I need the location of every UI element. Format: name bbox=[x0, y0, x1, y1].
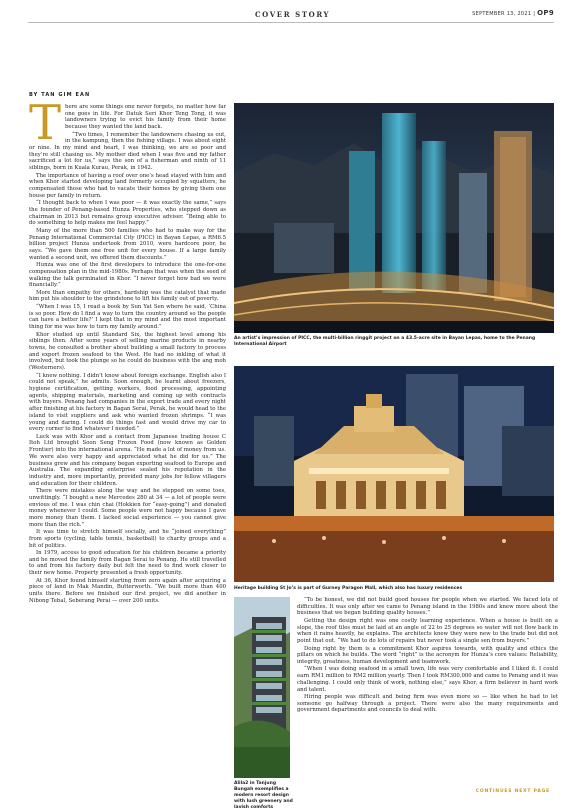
article-paragraph: “When I was doing seafood in a small town, life was very comfortable and I liked it. I could earn RM1 million to RM2 million yearly. Then I took RM300,000 and came to Penang and it was challenging. I could only think of work, nothing else,” says Khor, a firm believer in hard work and talent. bbox=[297, 666, 558, 693]
alila-photo bbox=[234, 597, 290, 778]
page-header-right: SEPTEMBER 13, 2021 | OP9 bbox=[472, 9, 554, 17]
article-paragraph: The importance of having a roof over one’s head stayed with him and when Khor started developing land formerly occupied by squatters, he compensated those who had to vacate their homes by giving them one house per family in return. bbox=[29, 172, 226, 199]
article-paragraph: Getting the design right was one costly learning experience. When a house is built on a slope, the roof tiles must be laid at an angle of 22 to 25 degrees so water will not flow back in when it rains heavily, he explains. The architects knew they were new to the trade but did not point that out. “We had to do lots of repairs but never took a single sen from buyers.” bbox=[297, 617, 558, 645]
article-paragraph: Hunza was one of the first developers to introduce the one-for-one compensation plan in the mid-1980s. Perhaps that was when the seed of walking the talk germinated in Khor. “I never forget how bad we were financially.” bbox=[29, 262, 226, 289]
alila-caption: Alila2 in Tanjung Bungah exemplifies a modern resort design with lush greenery and lavish comforts bbox=[234, 781, 293, 810]
page-number: OP9 bbox=[537, 9, 554, 17]
article-paragraph: “I thought back to when I was poor — it was exactly the same,” says the founder of Penang-based Hunza Properties, who stepped down as chairman in 2013 but remains group executive adviser. “Being able to do something to help makes me feel happy.” bbox=[29, 200, 226, 227]
article-paragraph: In 1979, access to good education for his children became a priority and he moved the family from Bagan Serai to Penang. He still travelled to and from his factory daily but felt the need to find work closer to their new home. Property presented a fresh opportunity. bbox=[29, 550, 226, 577]
article-paragraph: “I knew nothing. I didn’t know about foreign exchange. English also I could not speak,” he admits. Soon enough, he learnt about freezers, hygiene certification, getting workers, food processing, appointing agents, shipping materials, marketing and coming up with contracts with buyers. Penang had companies in the export trade and every night after finishing at his factory in Bagan Serai, Perak, he would head to the island to visit suppliers and ask who wanted frozen shrimps. “I was young and daring. I could do things fast and would drive my car to every corner to find whatever I needed.” bbox=[29, 372, 226, 433]
article-column-1 bbox=[29, 104, 226, 804]
section-title: COVER STORY bbox=[255, 10, 331, 19]
picc-caption: An artist’s impression of PICC, the multi-billion ringgit project on a 43.5-acre site in Bayan Lepas, home to the Penang International Airport bbox=[234, 336, 536, 347]
article-paragraph: More than empathy for others, hardship was the catalyst that made him put his shoulder to the grindstone to lift his family out of poverty. bbox=[29, 289, 226, 303]
issue-date: SEPTEMBER 13, 2021 bbox=[472, 11, 532, 17]
article-paragraph: At 36, Khor found himself starting from zero again after acquiring a piece of land in Mak Mandin, Butterworth. “We built more than 400 units there. Before we finished our first project, we did another in Nibong Tebal, Seberang Perai — over 200 units. bbox=[29, 577, 226, 604]
picc-photo bbox=[234, 103, 554, 333]
article-paragraph: Khor studied up until Standard Six, the highest level among his siblings then. After some years of selling marine products in nearby towns, he consulted a brother about building a small factory to process and export frozen seafood to the West. He had no inkling of what it involved, but took the plunge so he could do business with the ang moh (Westerners). bbox=[29, 331, 226, 372]
article-paragraph: Luck was with Khor and a contact from Japanese trading house C Itoh Ltd brought Soon Seng Frozen Food (now known as Golden Frontier) into the international arena. “He made a lot of money from us. We were also very happy and appreciated what he did for us.” The business grew and his company began exporting seafood to Europe and Australia. The expanding enterprise sealed his reputation in the industry and, more importantly, provided many jobs for fellow villagers and education for their children. bbox=[29, 433, 226, 487]
article-column-2 bbox=[297, 597, 558, 789]
article-paragraph: “To be honest, we did not build good houses for people when we started. We faced lots of difficulties. It was only after we came to Penang island in the 1980s and knew more about the business that we began building quality houses.” bbox=[297, 597, 558, 617]
article-paragraph: There were mistakes along the way and he stepped on some toes, unwittingly. “I bought a new Mercedes 280 at 34 — a lot of people were envious of me. I was chin chai (Hokkien for “easy-going”) and donated money whenever I could. Some people were not happy because I gave more money than them. I lacked social experience — you cannot give more than the rich.” bbox=[29, 488, 226, 528]
byline: BY TAN GIM EAN bbox=[29, 92, 91, 98]
article-paragraph: It was time to stretch himself socially, and he “joined everything” from sports (cycling, table tennis, basketball) to charity groups and a bit of politics. bbox=[29, 529, 226, 549]
header-rule bbox=[28, 22, 554, 23]
gurney-photo bbox=[234, 366, 554, 582]
article-paragraph: Hiring people was difficult and being firm was even more so — like when he had to let someone go halfway through a project. There were also the many requirements and government departments and councils to deal with. bbox=[297, 694, 558, 714]
article-paragraph: Many of the more than 500 families who had to make way for the Penang International Commercial City (PICC) in Bayan Lepas, a RM6.5 billion project Hunza undertook from 2010, were hardcore poor, he says. “We gave them one free unit for every house. If a large family wanted a second unit, we offered them discounts.” bbox=[29, 227, 226, 261]
article-paragraph: Doing right by them is a commitment Khor aspires towards, with quality and ethics the pillars on which he builds. The word “right” is the acronym for Hunza’s core values: Reliability, integrity, greatness, human development and teamwork. bbox=[297, 645, 558, 665]
article-paragraph: “When I was 15, I read a book by Sun Yat Sen where he said, ‘China is so poor. How do I find a way to turn the country around so the people can have a better life?’ I kept that in my mind and the most important thing for me was how to turn my family around.” bbox=[29, 303, 226, 331]
gurney-caption: Heritage building St Jo’s is part of Gurney Paragon Mall, which also has luxury residences bbox=[234, 586, 463, 591]
continues-next-page: CONTINUES NEXT PAGE bbox=[475, 789, 550, 794]
article-paragraph: “Two times, I remember the landowners chasing us out, in the kampung, then the fishing village. I was about eight or nine. In my mind and heart, I was thinking, we are so poor and they’re still chasing us. My mother died when I was five and my father sacrificed a lot for us,” says the son of a fisherman and ninth of 11 siblings, born in Kuala Kurau, Perak, in 1942. bbox=[29, 131, 226, 172]
drop-cap: T bbox=[29, 104, 62, 151]
article-paragraph: here are some things one never forgets, no matter how far one goes in life. For Datuk Seri Khor Teng Tong, it was landowners trying to evict his family from their home because they wanted the land back. bbox=[65, 104, 226, 131]
